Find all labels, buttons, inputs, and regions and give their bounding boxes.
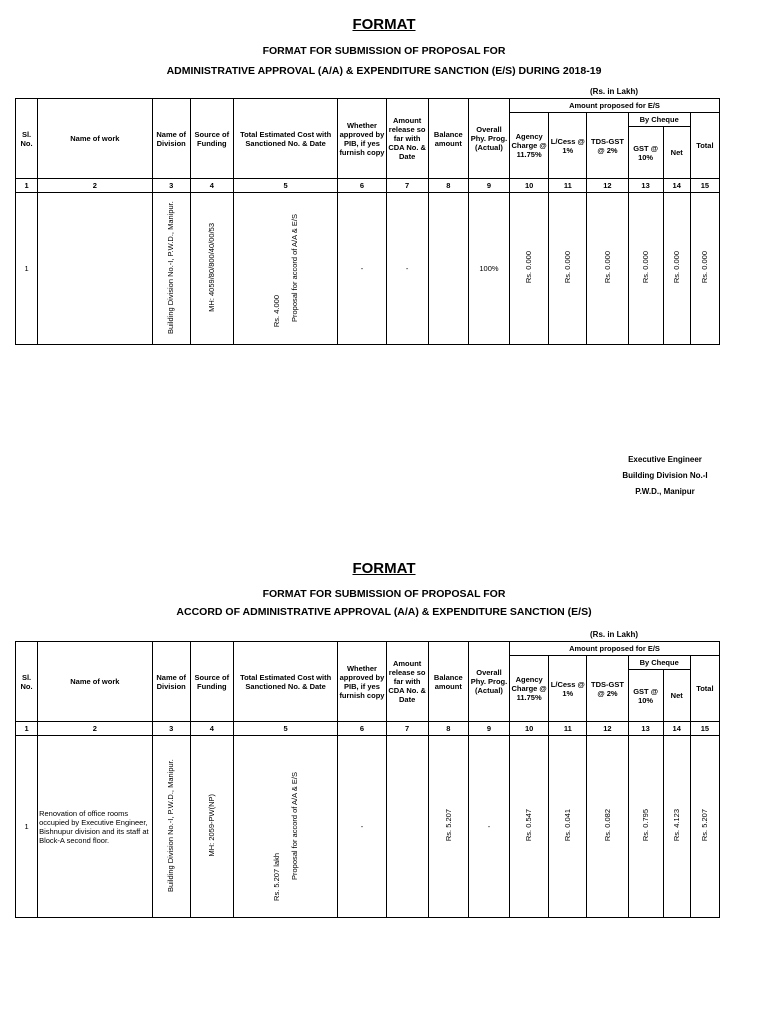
cell-name-of-work: [38, 193, 152, 345]
table-row: [16, 193, 720, 345]
form2-title-line2: ACCORD OF ADMINISTRATIVE APPROVAL (A/A) & EXPENDITURE SANCTION (E/S): [176, 606, 592, 618]
tds-value: Rs. 0.082: [602, 809, 612, 842]
col-number: 5: [233, 722, 337, 736]
cell-release: [386, 736, 428, 918]
col-number: 15: [690, 722, 719, 736]
cell-cost: [233, 736, 337, 918]
cell-name-of-work: Renovation of office rooms occupied by Executive Engineer, Bishnupur division and its staff at Block-A second floor.: [38, 736, 152, 918]
net-value: Rs. 0.000: [672, 251, 682, 284]
form1-title-line1: FORMAT FOR SUBMISSION OF PROPOSAL FOR: [262, 45, 506, 57]
form2-title-line1: FORMAT FOR SUBMISSION OF PROPOSAL FOR: [262, 588, 506, 600]
col-number: 12: [587, 179, 628, 193]
cell-progress: 100%: [468, 193, 509, 345]
col-number: 2: [38, 722, 152, 736]
format-heading-1: FORMAT: [352, 16, 416, 33]
form1-table: [15, 98, 720, 345]
header-source: Source of Funding: [190, 642, 233, 722]
header-cost: Total Estimated Cost with Sanctioned No. & Date: [233, 642, 337, 722]
header-net: Net: [663, 670, 690, 722]
cell-total: [690, 736, 719, 918]
header-release: Amount release so far with CDA No. & Date: [386, 642, 428, 722]
signature-line1: Executive Engineer: [628, 455, 702, 464]
header-release: Amount release so far with CDA No. & Date: [386, 99, 428, 179]
header-amount-proposed: Amount proposed for E/S: [510, 642, 720, 656]
col-number: 14: [663, 722, 690, 736]
cell-pib: -: [338, 736, 386, 918]
header-balance: Balance amount: [428, 99, 468, 179]
form1-title-line2: ADMINISTRATIVE APPROVAL (A/A) & EXPENDITURE SANCTION (E/S) DURING 2018-19: [166, 65, 602, 77]
lcess-value: Rs. 0.041: [563, 809, 573, 842]
agency-value: Rs. 0.547: [524, 809, 534, 842]
header-pib: Whether approved by PIB, if yes furnish copy: [338, 99, 386, 179]
agency-value: Rs. 0.000: [524, 251, 534, 284]
signature-block: [590, 452, 740, 500]
cell-balance: [428, 736, 468, 918]
lcess-value: Rs. 0.000: [563, 251, 573, 284]
header-pib: Whether approved by PIB, if yes furnish copy: [338, 642, 386, 722]
cell-gst: [628, 736, 663, 918]
col-number: 4: [190, 722, 233, 736]
col-number: 3: [152, 179, 190, 193]
cell-sl: 1: [16, 736, 38, 918]
gst-value: Rs. 0.000: [640, 251, 650, 284]
column-number-row: [16, 722, 720, 736]
signature-line3: P.W.D., Manipur: [635, 487, 695, 496]
header-sl: Sl. No.: [16, 642, 38, 722]
table-row: [16, 736, 720, 918]
header-sl: Sl. No.: [16, 99, 38, 179]
header-name-of-work: Name of work: [38, 642, 152, 722]
cell-tds: [587, 736, 628, 918]
header-total: Total: [690, 113, 719, 179]
division-text: Building Division No.-I, P.W.D., Manipur.: [166, 759, 176, 892]
header-source: Source of Funding: [190, 99, 233, 179]
cost-proposal-text: Proposal for accord of A/A & E/S: [289, 213, 299, 322]
header-cost: Total Estimated Cost with Sanctioned No. & Date: [233, 99, 337, 179]
header-tds: TDS-GST @ 2%: [587, 656, 628, 722]
col-number: 9: [468, 722, 509, 736]
header-lcess: L/Cess @ 1%: [549, 113, 587, 179]
cell-agency: [510, 736, 549, 918]
header-agency: Agency Charge @ 11.75%: [510, 113, 549, 179]
cell-source: [190, 736, 233, 918]
col-number: 13: [628, 179, 663, 193]
cost-proposal-text: Proposal for accord of A/A & E/S: [289, 771, 299, 880]
format-heading-2: FORMAT: [352, 560, 416, 577]
header-amount-proposed: Amount proposed for E/S: [510, 99, 720, 113]
header-tds: TDS-GST @ 2%: [587, 113, 628, 179]
col-number: 4: [190, 179, 233, 193]
source-text: MH: 2059-PW(NP): [207, 794, 217, 857]
col-number: 2: [38, 179, 152, 193]
col-number: 8: [428, 179, 468, 193]
header-net: Net: [663, 127, 690, 179]
header-division: Name of Division: [152, 99, 190, 179]
header-balance: Balance amount: [428, 642, 468, 722]
cell-agency: [510, 193, 549, 345]
col-number: 13: [628, 722, 663, 736]
tds-value: Rs. 0.000: [602, 251, 612, 284]
col-number: 8: [428, 722, 468, 736]
cost-amount-text: Rs. 4.000: [272, 295, 282, 328]
cell-lcess: [549, 193, 587, 345]
col-number: 3: [152, 722, 190, 736]
col-number: 14: [663, 179, 690, 193]
header-total: Total: [690, 656, 719, 722]
cell-release: -: [386, 193, 428, 345]
net-value: Rs. 4.123: [672, 809, 682, 842]
cell-net: [663, 193, 690, 345]
col-number: 11: [549, 722, 587, 736]
header-by-cheque: By Cheque: [628, 656, 690, 670]
col-number: 10: [510, 179, 549, 193]
cell-gst: [628, 193, 663, 345]
col-number: 1: [16, 179, 38, 193]
form2-table: [15, 641, 720, 918]
balance-value: Rs. 5.207: [443, 809, 453, 842]
col-number: 6: [338, 179, 386, 193]
cell-sl: 1: [16, 193, 38, 345]
source-text: MH: 4059/80/800/40/00/53: [207, 223, 217, 312]
col-number: 11: [549, 179, 587, 193]
cell-progress: -: [468, 736, 509, 918]
column-number-row: [16, 179, 720, 193]
division-text: Building Division No.-I, P.W.D., Manipur.: [166, 201, 176, 334]
cell-tds: [587, 193, 628, 345]
cell-pib: -: [338, 193, 386, 345]
header-division: Name of Division: [152, 642, 190, 722]
header-name-of-work: Name of work: [38, 99, 152, 179]
col-number: 7: [386, 722, 428, 736]
cell-source: [190, 193, 233, 345]
cell-cost: [233, 193, 337, 345]
cell-net: [663, 736, 690, 918]
col-number: 9: [468, 179, 509, 193]
col-number: 1: [16, 722, 38, 736]
col-number: 7: [386, 179, 428, 193]
total-value: Rs. 5.207: [700, 809, 710, 842]
header-gst: GST @ 10%: [628, 670, 663, 722]
cell-division: [152, 193, 190, 345]
header-lcess: L/Cess @ 1%: [549, 656, 587, 722]
col-number: 5: [233, 179, 337, 193]
cost-amount-text: Rs. 5.207 lakh: [272, 852, 282, 901]
header-progress: Overall Phy. Prog. (Actual): [468, 642, 509, 722]
header-by-cheque: By Cheque: [628, 113, 690, 127]
total-value: Rs. 0.000: [700, 251, 710, 284]
col-number: 12: [587, 722, 628, 736]
header-gst: GST @ 10%: [628, 127, 663, 179]
col-number: 10: [510, 722, 549, 736]
form1-unit-label: (Rs. in Lakh): [590, 87, 639, 96]
cell-lcess: [549, 736, 587, 918]
form2-unit-label: (Rs. in Lakh): [590, 630, 639, 639]
header-progress: Overall Phy. Prog. (Actual): [468, 99, 509, 179]
cell-division: [152, 736, 190, 918]
cell-total: [690, 193, 719, 345]
signature-line2: Building Division No.-I: [622, 471, 708, 480]
cell-balance: [428, 193, 468, 345]
col-number: 6: [338, 722, 386, 736]
gst-value: Rs. 0.795: [640, 809, 650, 842]
header-agency: Agency Charge @ 11.75%: [510, 656, 549, 722]
col-number: 15: [690, 179, 719, 193]
